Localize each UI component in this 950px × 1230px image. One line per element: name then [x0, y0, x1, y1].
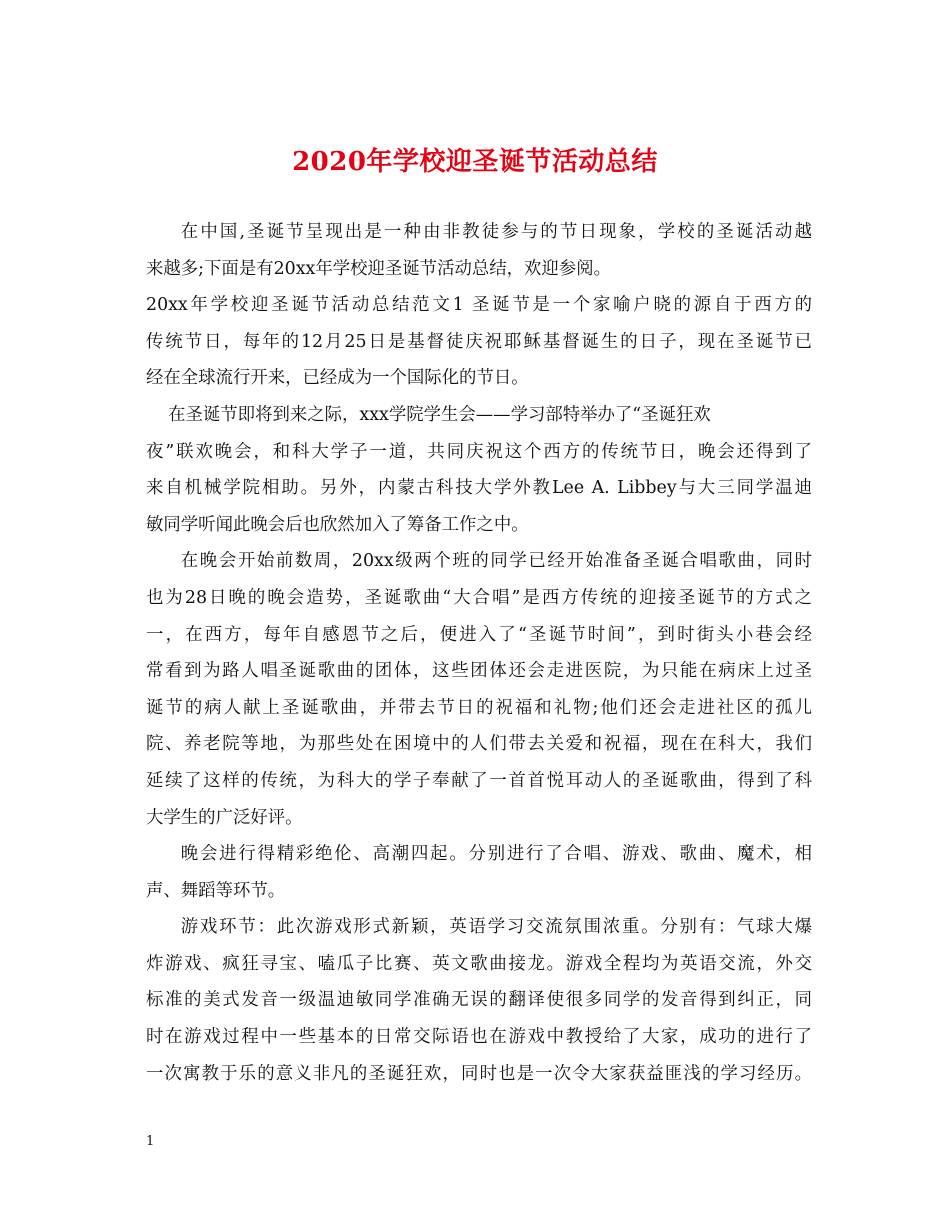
text-line: 经在全球流行开来，已经成为一个国际化的节日。 [146, 368, 529, 389]
text-line: 20xx年学校迎圣诞节活动总结范文1 圣诞节是一个家喻户晓的源自于西方的 [146, 295, 812, 316]
text-line: 一次寓教于乐的意义非凡的圣诞狂欢，同时也是一次令大家获益匪浅的学习经历。 [146, 1063, 812, 1084]
text-line: 传统节日，每年的12月25日是基督徒庆祝耶稣基督诞生的日子，现在圣诞节已 [146, 331, 812, 352]
text-line: 在中国,圣诞节呈现出是一种由非教徒参与的节日现象，学校的圣诞活动越 [180, 222, 812, 242]
document-title: 2020年学校迎圣诞节活动总结 [292, 147, 658, 177]
text-line: 时在游戏过程中一些基本的日常交际语也在游戏中教授给了大家，成功的进行了 [146, 1027, 812, 1048]
text-line: 也为28日晚的晚会造势，圣诞歌曲“大合唱”是西方传统的迎接圣诞节的方式之 [146, 587, 812, 608]
text-line: 标准的美式发音一级温迪敏同学准确无误的翻译使很多同学的发音得到纠正，同 [146, 990, 812, 1011]
text-line: 来越多;下面是有20xx年学校迎圣诞节活动总结，欢迎参阅。 [146, 258, 611, 279]
text-line: 常看到为路人唱圣诞歌曲的团体，这些团体还会走进医院，为只能在病床上过圣 [146, 661, 812, 682]
document-body [146, 214, 812, 1092]
text-line: 炸游戏、疯狂寻宝、嗑瓜子比赛、英文歌曲接龙。游戏全程均为英语交流，外交 [146, 953, 812, 974]
text-line: 在晚会开始前数周，20xx级两个班的同学已经开始准备圣诞合唱歌曲，同时 [180, 551, 812, 572]
text-line: 一，在西方，每年自感恩节之后，便进入了“圣诞节时间”，到时街头小巷会经 [146, 624, 812, 645]
text-line: 来自机械学院相助。另外，内蒙古科技大学外教Lee A. Libbey与大三同学温迪 [146, 478, 812, 499]
text-line: 诞节的病人献上圣诞歌曲，并带去节日的祝福和礼物;他们还会走进社区的孤儿 [146, 697, 812, 718]
text-line: 晚会进行得精彩绝伦、高潮四起。分别进行了合唱、游戏、歌曲、魔术，相 [180, 844, 812, 865]
text-line: 延续了这样的传统，为科大的学子奉献了一首首悦耳动人的圣诞歌曲，得到了科 [146, 770, 812, 791]
text-line: 大学生的广泛好评。 [146, 807, 303, 828]
page-number: 1 [146, 1134, 155, 1149]
text-line: 声、舞蹈等环节。 [146, 880, 286, 901]
text-line: 在圣诞节即将到来之际，xxx学院学生会——学习部特举办了“圣诞狂欢 [146, 404, 711, 425]
text-line: 游戏环节：此次游戏形式新颖，英语学习交流氛围浓重。分别有：气球大爆 [180, 917, 812, 938]
text-line: 敏同学听闻此晚会后也欣然加入了筹备工作之中。 [146, 514, 529, 535]
text-line: 夜”联欢晚会，和科大学子一道，共同庆祝这个西方的传统节日，晚会还得到了 [146, 441, 812, 462]
text-line: 院、养老院等地，为那些处在困境中的人们带去关爱和祝福，现在在科大，我们 [146, 734, 812, 755]
